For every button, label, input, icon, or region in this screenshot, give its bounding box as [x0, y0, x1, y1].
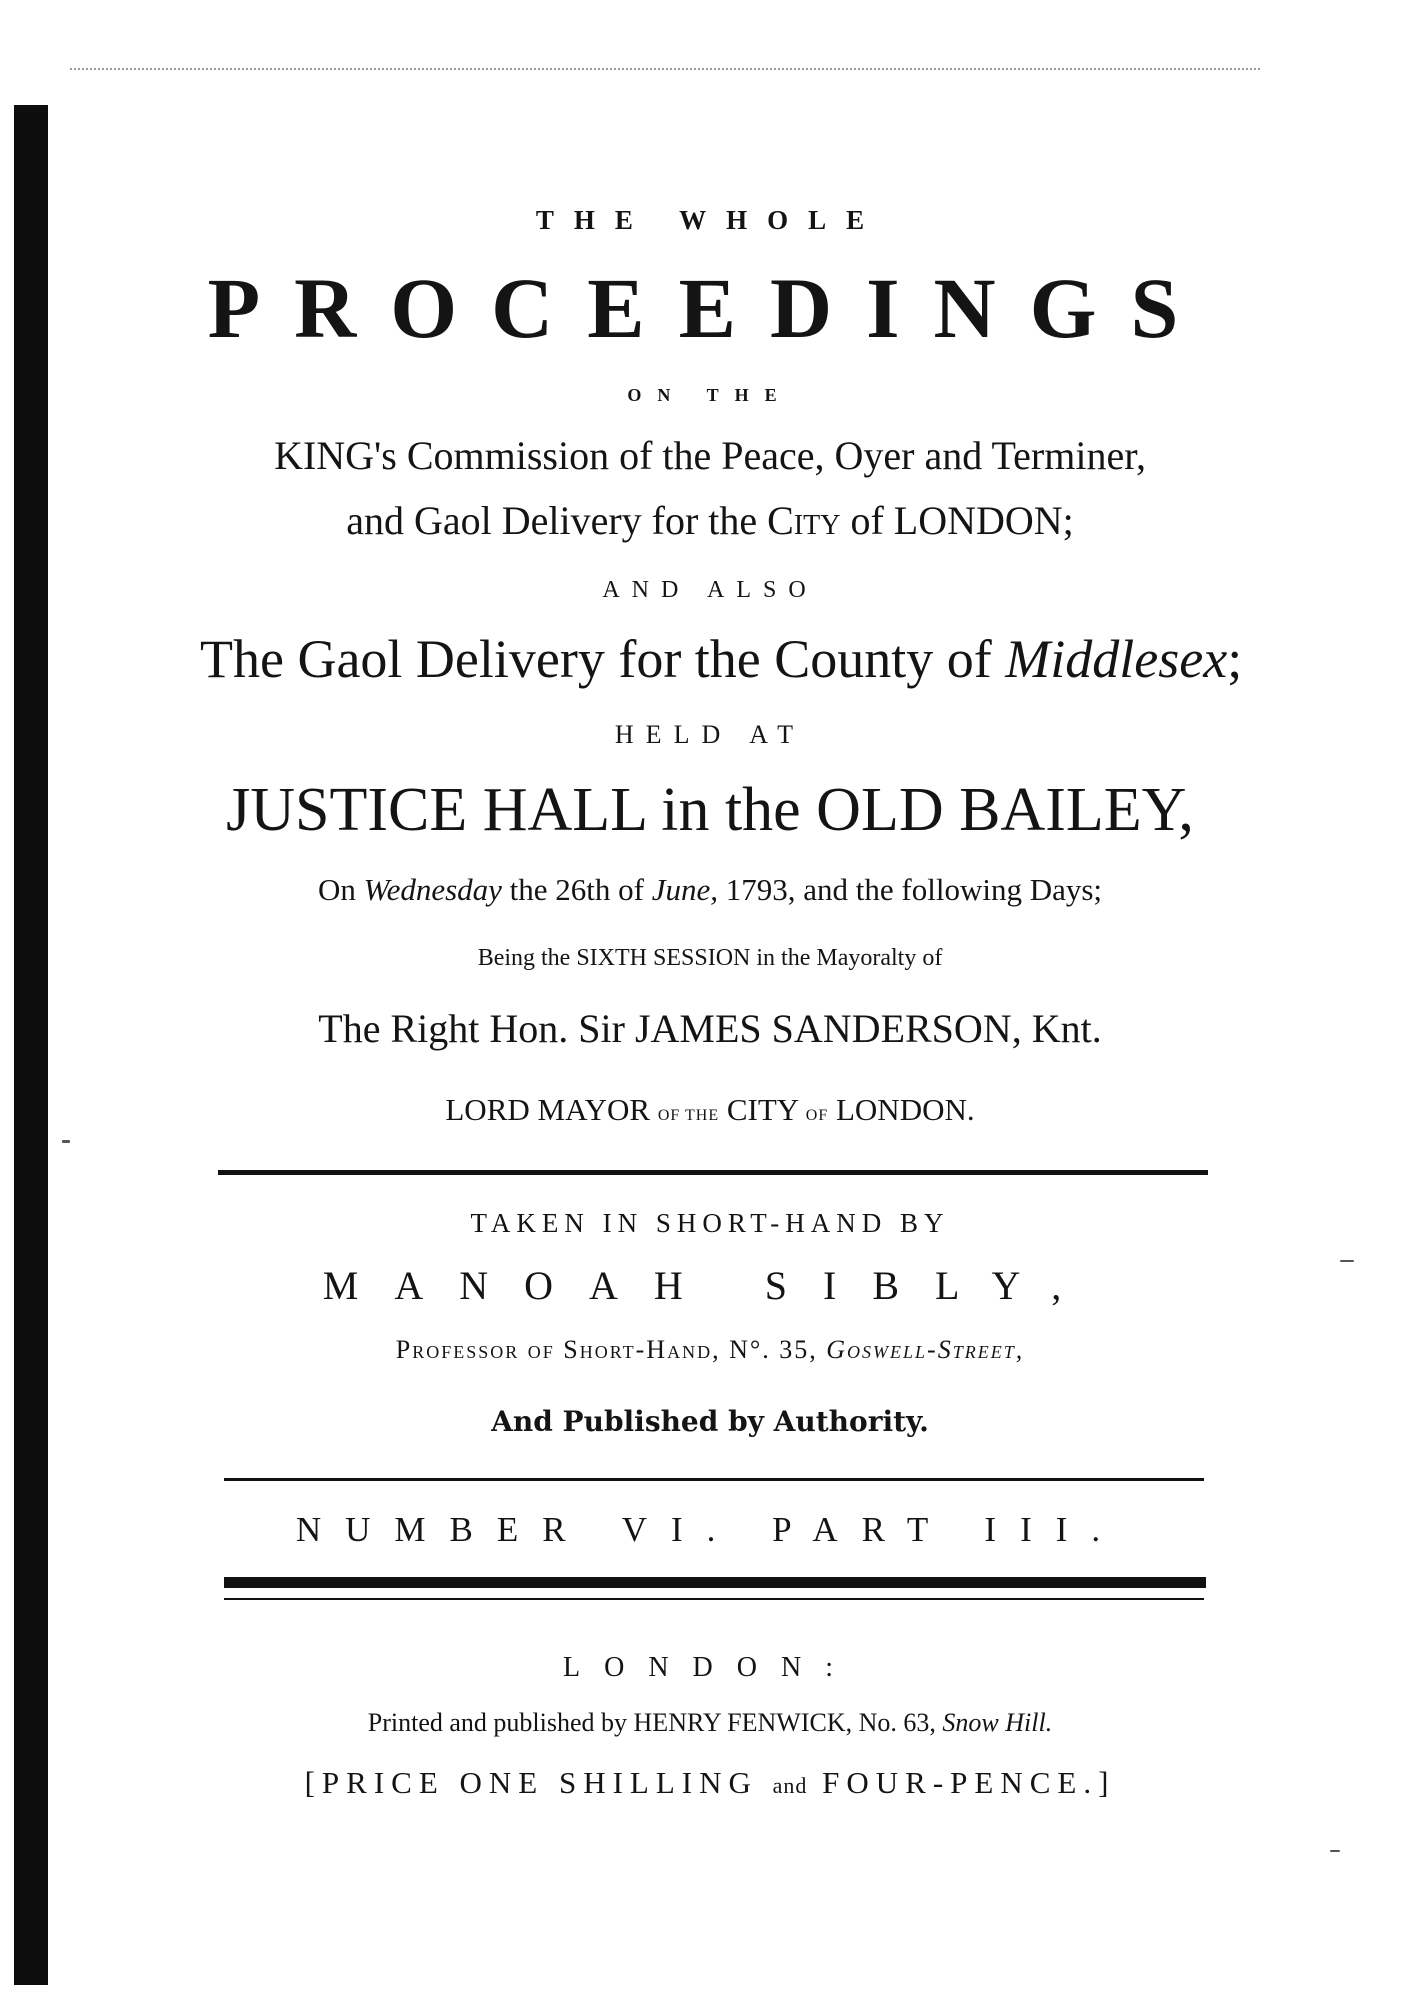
margin-speck: [1330, 1850, 1340, 1852]
justice-hall-line: JUSTICE HALL in the OLD BAILEY,: [226, 776, 1194, 844]
reporter-address: Professor of Short-Hand, N°. 35, Goswell-Street,: [395, 1335, 1025, 1364]
taken-by-line: TAKEN IN SHORT-HAND BY: [470, 1208, 950, 1238]
published-by-authority: And Published by Authority.: [491, 1405, 929, 1438]
heading-proceedings: PROCEEDINGS: [207, 260, 1213, 356]
heading-held-at: HELD AT: [614, 720, 806, 749]
commission-line-1: KING's Commission of the Peace, Oyer and Terminer,: [274, 433, 1146, 478]
commission-line-2: and Gaol Delivery for the City of LONDON;: [346, 498, 1074, 543]
heading-the-whole: THE WHOLE: [535, 205, 885, 235]
reporter-name: MANOAH SIBLY,: [322, 1263, 1098, 1308]
margin-speck: [1340, 1260, 1354, 1262]
session-note: Being the SIXTH SESSION in the Mayoralty of: [477, 945, 943, 971]
imprint-printer: Printed and published by HENRY FENWICK, No. 63, Snow Hill.: [367, 1708, 1053, 1737]
lord-mayor-name: The Right Hon. Sir JAMES SANDERSON, Knt.: [318, 1006, 1102, 1051]
divider-rule: [218, 1170, 1208, 1175]
margin-speck: [62, 1140, 70, 1143]
gaol-delivery-line: The Gaol Delivery for the County of Middlesex;: [200, 629, 1243, 689]
binding-edge: [14, 105, 48, 1985]
session-date-line: On Wednesday the 26th of June, 1793, and the following Days;: [317, 872, 1103, 907]
heading-on-the: ON THE: [627, 385, 793, 405]
number-part: NUMBER VI. PART III.: [295, 1510, 1125, 1549]
divider-rule: [224, 1598, 1204, 1600]
divider-rule-heavy: [224, 1577, 1206, 1588]
top-edge-speckle: [70, 68, 1260, 70]
lord-mayor-title: LORD MAYOR OF THE CITY OF LONDON.: [445, 1092, 975, 1127]
imprint-place: LONDON:: [563, 1652, 857, 1683]
heading-and-also: AND ALSO: [602, 577, 818, 603]
price-line: [PRICE ONE SHILLING and FOUR-PENCE.]: [304, 1765, 1116, 1800]
divider-rule: [224, 1478, 1204, 1481]
